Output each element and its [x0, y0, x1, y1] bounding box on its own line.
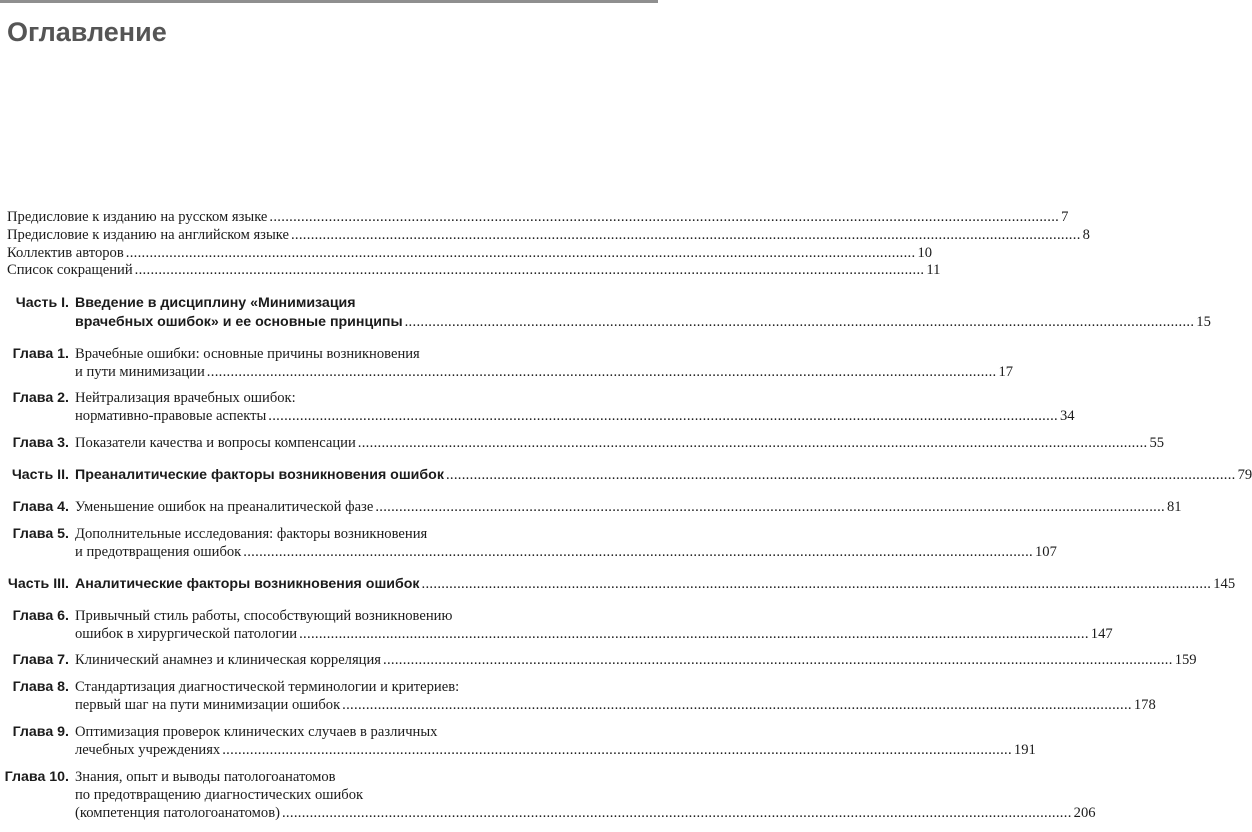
chapter-10-title-line[interactable]: Знания, опыт и выводы патологоанатомов: [75, 769, 336, 785]
chapter-6-title-line: ошибок в хирургической патологии: [75, 626, 298, 642]
toc-entry-preface-russian[interactable]: [7, 209, 1069, 226]
page-number: 17: [998, 364, 1014, 380]
toc-entry-chapter-5[interactable]: [75, 544, 1057, 561]
page-number: 11: [926, 262, 941, 278]
chapter-5-title-line[interactable]: Дополнительные исследования: факторы возникновения: [75, 526, 428, 542]
part-1-title-line: врачебных ошибок» и ее основные принципы: [75, 314, 403, 330]
chapter-3-label: Глава 3.: [12, 435, 69, 451]
page-number: 178: [1133, 697, 1156, 713]
chapter-7-title-line: Клинический анамнез и клиническая корреляция: [75, 652, 382, 668]
page-number: 159: [1174, 652, 1197, 668]
chapter-1-label: Глава 1.: [12, 346, 69, 362]
chapter-10-title-line: (компетенция патологоанатомов): [75, 805, 280, 821]
toc-entry-chapter-8[interactable]: [75, 697, 1156, 714]
dot-leader: ........................................................................................................................................................................................................: [342, 697, 1132, 713]
chapter-8-title-line[interactable]: Стандартизация диагностической терминологии и критериев:: [75, 679, 460, 695]
part-2-label: Часть II.: [11, 467, 69, 483]
chapter-9-title-line: лечебных учреждениях: [75, 742, 221, 758]
toc-entry-text: Предисловие к изданию на английском языке: [7, 227, 289, 243]
dot-leader: ........................................................................................................................................................................................................: [243, 544, 1033, 560]
toc-entry-part-2[interactable]: [75, 467, 1252, 484]
chapter-2-title-line[interactable]: Нейтрализация врачебных ошибок:: [75, 390, 296, 406]
toc-entry-text: Предисловие к изданию на русском языке: [7, 209, 268, 225]
dot-leader: ........................................................................................................................................................................................................: [269, 209, 1060, 225]
toc-entry-authors[interactable]: [7, 245, 933, 262]
toc-entry-text: Список сокращений: [7, 262, 133, 278]
chapter-5-label: Глава 5.: [12, 526, 69, 542]
page-number: 145: [1213, 576, 1236, 592]
chapter-1-title-line: и пути минимизации: [75, 364, 205, 380]
page-number: 8: [1082, 227, 1090, 243]
page-number: 7: [1061, 209, 1069, 225]
part-2-title-line: Преаналитические факторы возникновения ошибок: [75, 467, 444, 483]
chapter-9-label: Глава 9.: [12, 724, 69, 740]
dot-leader: ........................................................................................................................................................................................................: [222, 742, 1012, 758]
toc-entry-chapter-7[interactable]: [75, 652, 1197, 669]
part-3-label: Часть III.: [7, 576, 69, 592]
toc-entry-abbreviations[interactable]: [7, 262, 941, 279]
dot-leader: ........................................................................................................................................................................................................: [357, 435, 1148, 451]
chapter-8-label: Глава 8.: [12, 679, 69, 695]
chapter-1-title-line[interactable]: Врачебные ошибки: основные причины возникновения: [75, 346, 420, 362]
chapter-10-title-line[interactable]: по предотвращению диагностических ошибок: [75, 787, 364, 803]
dot-leader: ........................................................................................................................................................................................................: [445, 467, 1236, 483]
page-number: 81: [1167, 499, 1182, 515]
toc-entry-chapter-1[interactable]: [75, 364, 1014, 381]
toc-entry-preface-english[interactable]: [7, 227, 1090, 244]
page-number: 191: [1013, 742, 1036, 758]
toc-entry-chapter-6[interactable]: [75, 626, 1113, 643]
chapter-10-label: Глава 10.: [4, 769, 69, 785]
page-number: 10: [917, 245, 933, 261]
dot-leader: ........................................................................................................................................................................................................: [134, 262, 925, 278]
toc-entry-part-1[interactable]: [75, 314, 1211, 331]
toc-entry-chapter-3[interactable]: [75, 435, 1165, 452]
page-number: 147: [1090, 626, 1113, 642]
chapter-2-label: Глава 2.: [12, 390, 69, 406]
page-number: 15: [1196, 314, 1211, 330]
toc-entry-chapter-4[interactable]: [75, 499, 1182, 516]
chapter-4-label: Глава 4.: [12, 499, 69, 515]
dot-leader: ........................................................................................................................................................................................................: [268, 408, 1058, 424]
toc-entry-part-3[interactable]: [75, 576, 1236, 593]
dot-leader: ........................................................................................................................................................................................................: [404, 314, 1195, 330]
chapter-8-title-line: первый шаг на пути минимизации ошибок: [75, 697, 341, 713]
dot-leader: ........................................................................................................................................................................................................: [299, 626, 1089, 642]
dot-leader: ........................................................................................................................................................................................................: [383, 652, 1173, 668]
dot-leader: ........................................................................................................................................................................................................: [125, 245, 916, 261]
chapter-6-title-line[interactable]: Привычный стиль работы, способствующий возникновению: [75, 608, 453, 624]
part-1-title-line[interactable]: Введение в дисциплину «Минимизация: [75, 295, 356, 311]
page-title: Оглавление: [7, 17, 167, 47]
part-3-title-line: Аналитические факторы возникновения ошибок: [75, 576, 420, 592]
dot-leader: ........................................................................................................................................................................................................: [206, 364, 997, 380]
top-rule: [0, 0, 658, 3]
part-1-label: Часть I.: [15, 295, 69, 311]
chapter-4-title-line: Уменьшение ошибок на преаналитической фазе: [75, 499, 374, 515]
dot-leader: ........................................................................................................................................................................................................: [375, 499, 1165, 515]
chapter-5-title-line: и предотвращения ошибок: [75, 544, 242, 560]
toc-entry-chapter-2[interactable]: [75, 408, 1075, 425]
chapter-7-label: Глава 7.: [12, 652, 69, 668]
chapter-2-title-line: нормативно-правовые аспекты: [75, 408, 267, 424]
dot-leader: ........................................................................................................................................................................................................: [281, 805, 1072, 821]
page-number: 107: [1034, 544, 1057, 560]
toc-entry-text: Коллектив авторов: [7, 245, 124, 261]
page-number: 206: [1073, 805, 1096, 821]
page-number: 34: [1059, 408, 1075, 424]
chapter-6-label: Глава 6.: [12, 608, 69, 624]
toc-entry-chapter-10[interactable]: [75, 805, 1096, 822]
page-number: 55: [1149, 435, 1165, 451]
dot-leader: ........................................................................................................................................................................................................: [421, 576, 1212, 592]
dot-leader: ........................................................................................................................................................................................................: [290, 227, 1081, 243]
chapter-3-title-line: Показатели качества и вопросы компенсации: [75, 435, 356, 451]
toc-entry-chapter-9[interactable]: [75, 742, 1036, 759]
page-number: 79: [1237, 467, 1252, 483]
chapter-9-title-line[interactable]: Оптимизация проверок клинических случаев в различных: [75, 724, 438, 740]
